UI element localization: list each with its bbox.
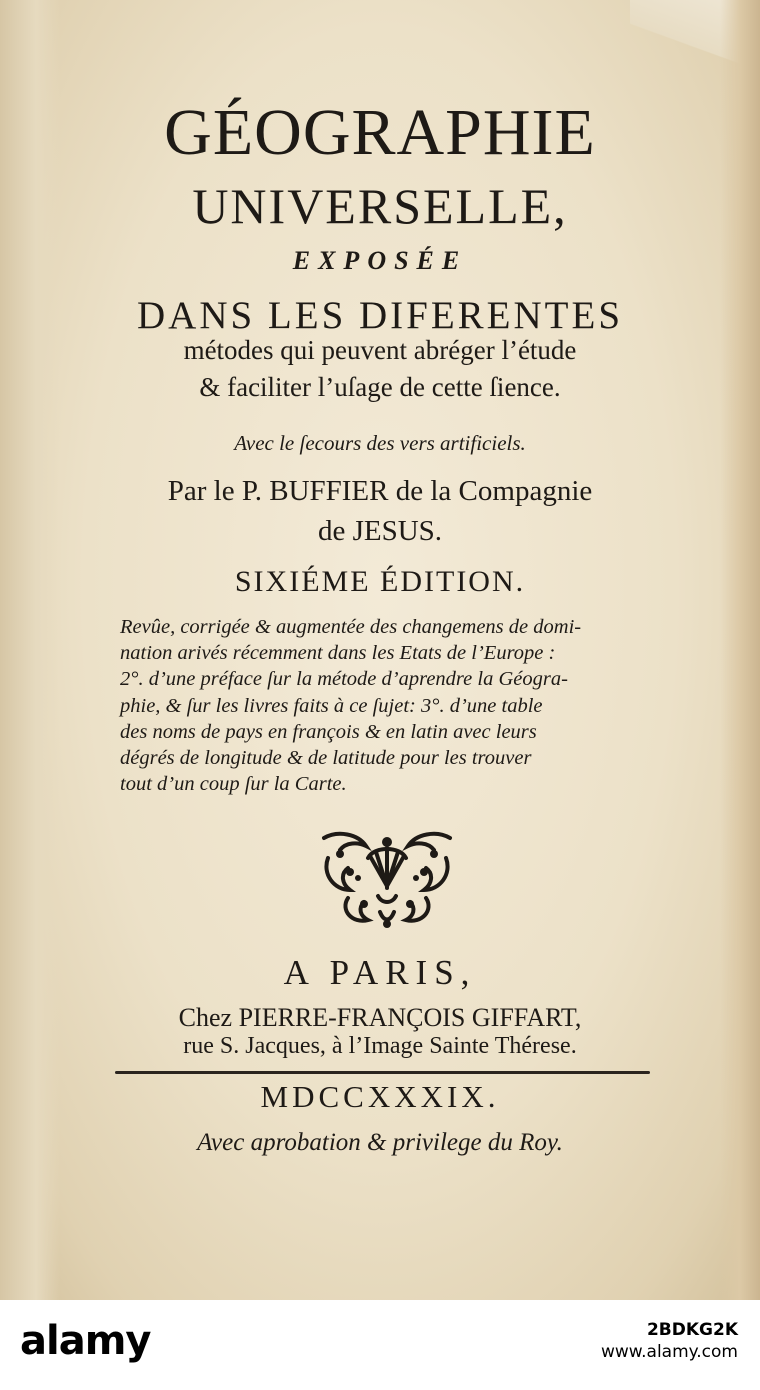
revision-line: dégrés de longitude & de latitude pour les trouver — [120, 747, 532, 770]
revision-paragraph — [120, 614, 680, 797]
year-line: MDCCXXXIX. — [260, 1079, 500, 1114]
privilege-line: Avec aprobation & privilege du Roy. — [197, 1129, 563, 1156]
author-line-2: de JESUS. — [317, 515, 443, 547]
revision-line: 2°. d’une préface ſur la métode d’aprendre la Géogra- — [120, 668, 568, 691]
revision-line: phie, & ſur les livres faits à ce ſujet: 3°. d’une table — [120, 694, 543, 717]
publisher-line: Chez PIERRE-FRANÇOIS GIFFART, — [178, 1003, 582, 1032]
place-line: A PARIS, — [283, 953, 477, 992]
page-corner-fold — [630, 0, 760, 70]
fleuron-ornament-icon — [318, 828, 456, 930]
author-line-1: Par le P. BUFFIER de la Compagnie — [167, 475, 593, 507]
revision-line: nation arivés récemment dans les Etats de l’Europe : — [120, 642, 556, 665]
revision-line: Revûe, corrigée & augmentée des changemens de domi- — [120, 616, 582, 638]
revision-line: tout d’un coup ſur la Carte. — [120, 773, 347, 796]
subtitle-line-1: DANS LES DIFERENTES — [136, 294, 624, 337]
divider-rule — [115, 1071, 650, 1074]
edition-line: SIXIÉME ÉDITION. — [234, 565, 526, 598]
footer-text — [601, 1320, 738, 1362]
subtitle-line-3: & faciliter l’uſage de cette ſience. — [199, 372, 561, 402]
revision-line: des noms de pays en françois & en latin avec leurs — [120, 720, 537, 743]
site-url: www.alamy.com — [600, 1342, 738, 1362]
title-line-1: GÉOGRAPHIE — [164, 96, 596, 169]
subtitle-line-2: métodes qui peuvent abréger l’étude — [183, 335, 577, 365]
expose-line: EXPOSÉE — [292, 246, 468, 275]
title-line-2: UNIVERSELLE, — [192, 178, 568, 234]
avec-line: Avec le ſecours des vers artificiels. — [234, 431, 526, 455]
image-id: 2BDKG2K — [646, 1320, 738, 1340]
alamy-logo: alamy — [20, 1318, 151, 1364]
address-line: rue S. Jacques, à l’Image Sainte Thérese. — [183, 1033, 577, 1059]
